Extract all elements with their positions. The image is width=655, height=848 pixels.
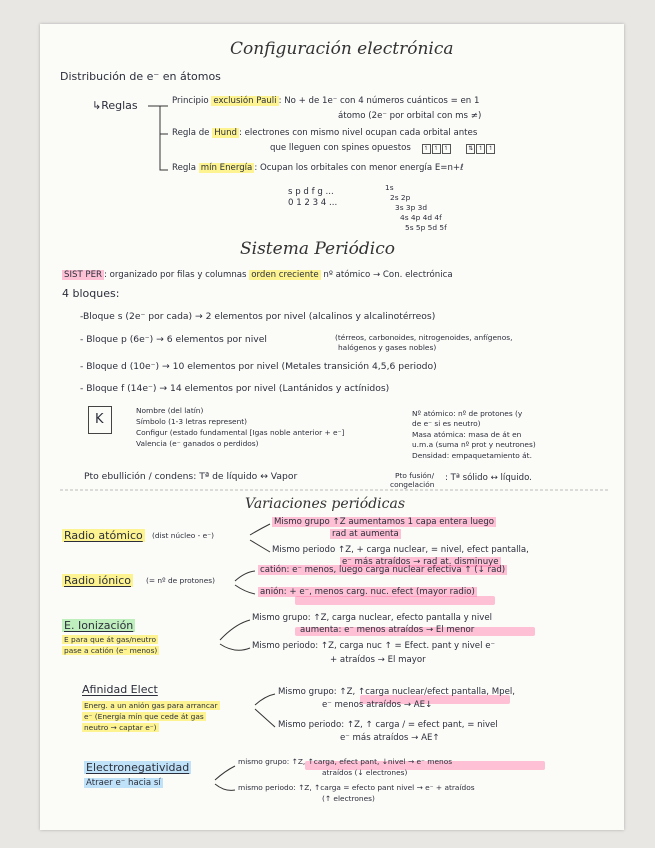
ionizacion-grupo-2: aumenta: e⁻ menos atraídos → El menor (300, 625, 475, 635)
orbital-box-icon: ⇅ (468, 145, 474, 152)
bloques-heading: 4 bloques: (62, 287, 120, 300)
sistema-definition: SIST PER : organizado por filas y columnas orden creciente nº atómico → Con. electrónica (64, 270, 453, 280)
property-item: Nº atómico: nº de protones (y (412, 409, 523, 418)
ionizacion-grupo: Mismo grupo: ↑Z, carga nuclear, efecto pantalla y nivel (252, 613, 493, 623)
afinidad-note: e⁻ (Energía mín que cede át gas (84, 712, 204, 721)
property-item: Densidad: empaquetamiento át. (412, 451, 532, 460)
rule-pauli: Principio exclusión Pauli : No + de 1e⁻ con 4 números cuánticos = en 1 (172, 96, 480, 106)
legend-item: Configur (estado fundamental [Igas noble anterior + e⁻] (136, 428, 345, 437)
pto-fusion-label: congelación (390, 480, 435, 489)
afinidad-periodo-2: e⁻ más atraídos → AE↑ (340, 733, 440, 743)
ionizacion-note: pase a catión (e⁻ menos) (64, 646, 158, 655)
rule-min-energia: Regla mín Energía : Ocupan los orbitales con menor energía E=n+ℓ (172, 163, 464, 173)
diagram-row: 4s 4p 4d 4f (400, 213, 442, 222)
radio-ionico-heading: Radio iónico (64, 574, 131, 587)
bloque-p-note: halógenos y gases nobles) (338, 343, 437, 352)
page-title: Configuración electrónica (230, 39, 454, 59)
electronegatividad-heading: Electronegatividad (86, 761, 190, 774)
bloque-p-note: (térreos, carbonoides, nitrogenoides, anfígenos, (335, 333, 513, 342)
rule-hund: Regla de Hund : electrones con mismo nivel ocupan cada orbital antes (172, 128, 478, 138)
radio-atomico-grupo: Mismo grupo ↑Z aumentamos 1 capa entera luego (274, 517, 495, 527)
radio-atomico-heading: Radio atómico (64, 529, 143, 542)
afinidad-grupo-2: e⁻ menos atraídos → AE↓ (322, 700, 433, 710)
bloque-p: - Bloque p (6e⁻) → 6 elementos por nivel (80, 334, 267, 345)
electroneg-periodo: mismo periodo: ↑Z, ↑carga = efecto pant nivel → e⁻ + atraídos (238, 783, 475, 792)
orbital-box-icon: ↿ (433, 145, 439, 152)
radio-atomico-grupo-2: rad at aumenta (332, 529, 399, 539)
afinidad-note: Energ. a un anión gas para arrancar (84, 701, 218, 710)
electronegatividad-note: Atraer e⁻ hacia sí (86, 778, 161, 788)
radio-ionico-cation: catión: e⁻ menos, luego carga nuclear efectiva ↑ (↓ rad) (260, 565, 506, 575)
element-legend-box (88, 406, 112, 434)
diagram-row: 2s 2p (390, 193, 411, 202)
diagram-row: 1s (385, 183, 394, 192)
electroneg-grupo-2: atraídos (↓ electrones) (322, 768, 408, 777)
pto-fusion-label: Pto fusión/ (395, 471, 435, 480)
ionizacion-periodo-2: + atraídos → El mayor (330, 655, 426, 665)
orbital-box-icon: ↿ (478, 145, 484, 152)
afinidad-periodo: Mismo periodo: ↑Z, ↑ carga / = efect pant, = nivel (278, 720, 498, 730)
legend-item: Símbolo (1-3 letras represent) (136, 417, 248, 426)
legend-item: Nombre (del latín) (136, 406, 204, 415)
rule-hund-line2: que lleguen con spines opuestos ↿ ↿ ↿ ⇅ ↿ ↿ (270, 143, 494, 153)
property-item: de e⁻ si es neutro) (412, 419, 481, 428)
reglas-label: ↳Reglas (92, 99, 138, 112)
radio-atomico-periodo-2: e⁻ más atraídos → rad at. disminuye (342, 557, 499, 567)
section-title-variaciones: Variaciones periódicas (245, 496, 406, 512)
orbital-box-icon: ↿ (488, 145, 494, 152)
bloque-s: -Bloque s (2e⁻ por cada) → 2 elementos por nivel (alcalinos y alcalinotérreos) (80, 311, 436, 322)
section-title-sistema: Sistema Periódico (240, 239, 395, 259)
pto-fusion-text: : Tª sólido ↔ líquido. (445, 473, 532, 483)
notebook-page (40, 24, 624, 830)
bloque-d: - Bloque d (10e⁻) → 10 elementos por nivel (Metales transición 4,5,6 periodo) (80, 361, 437, 372)
pto-ebullicion: Pto ebullición / condens: Tª de líquido ↔ Vapor (84, 471, 298, 482)
radio-ionico-note: (= nº de protones) (146, 576, 216, 585)
property-item: u.m.a (suma nº prot y neutrones) (412, 440, 536, 449)
radio-ionico-anion: anión: + e⁻, menos carg. nuc. efect (mayor radio) (260, 587, 475, 597)
legend-symbol: K (95, 412, 104, 427)
orbital-box-icon: ↿ (423, 145, 429, 152)
orbital-letters: s p d f g ... (288, 187, 334, 197)
ionizacion-note: E para que át gas/neutro (64, 635, 156, 644)
diagram-row: 3s 3p 3d (395, 203, 428, 212)
orbital-numbers: 0 1 2 3 4 ... (288, 198, 338, 208)
radio-atomico-periodo: Mismo periodo ↑Z, + carga nuclear, = nivel, efect pantalla, (272, 545, 529, 555)
ionizacion-periodo: Mismo periodo: ↑Z, carga nuc ↑ = Efect. pant y nivel e⁻ (252, 641, 496, 651)
radio-atomico-note: (dist núcleo - e⁻) (152, 531, 214, 540)
rule-pauli-line2: átomo (2e⁻ por orbital con ms ≠) (338, 111, 482, 121)
afinidad-grupo: Mismo grupo: ↑Z, ↑carga nuclear/efect pantalla, Mpel, (278, 687, 515, 697)
ionizacion-heading: E. Ionización (64, 619, 134, 632)
electroneg-periodo-2: (↑ electrones) (322, 794, 375, 803)
afinidad-note: neutro → captar e⁻) (84, 723, 157, 732)
legend-item: Valencia (e⁻ ganados o perdidos) (136, 439, 259, 448)
diagram-row: 5s 5p 5d 5f (405, 223, 447, 232)
property-item: Masa atómica: masa de át en (412, 430, 522, 439)
afinidad-heading: Afinidad Elect (82, 683, 158, 696)
distribucion-heading: Distribución de e⁻ en átomos (60, 70, 221, 83)
bloque-f: - Bloque f (14e⁻) → 14 elementos por nivel (Lantánidos y actínidos) (80, 383, 390, 394)
orbital-box-icon: ↿ (443, 145, 449, 152)
electroneg-grupo: mismo grupo: ↑Z, ↑carga, efect pant, ↓nivel → e⁻ menos (238, 757, 453, 766)
